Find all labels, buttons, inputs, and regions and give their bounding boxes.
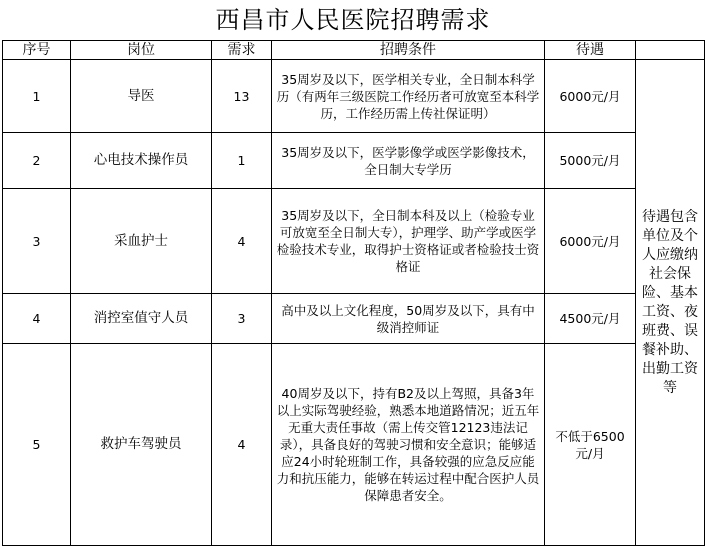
header-conditions: 招聘条件 [272, 41, 545, 60]
header-position: 岗位 [71, 41, 212, 60]
header-treatment: 待遇 [545, 41, 636, 60]
row-position: 导医 [71, 60, 212, 133]
row-treatment: 不低于6500元/月 [545, 344, 636, 546]
row-demand: 3 [212, 294, 272, 344]
table-row [3, 344, 705, 546]
row-conditions: 35周岁及以下，全日制本科及以上（检验专业可放宽至全日制大专），护理学、助产学或医学检验技术专业，取得护士资格证或者检验技士资格证 [272, 189, 545, 294]
row-position: 救护车驾驶员 [71, 344, 212, 546]
row-position: 消控室值守人员 [71, 294, 212, 344]
row-index: 5 [3, 344, 71, 546]
row-treatment: 4500元/月 [545, 294, 636, 344]
row-treatment: 5000元/月 [545, 133, 636, 189]
row-demand: 1 [212, 133, 272, 189]
header-demand: 需求 [212, 41, 272, 60]
row-index: 2 [3, 133, 71, 189]
table-row [3, 189, 705, 294]
benefits-note: 待遇包含单位及个人应缴纳社会保险、基本工资、夜班费、误餐补助、出勤工资等 [636, 60, 705, 546]
row-demand: 4 [212, 189, 272, 294]
row-conditions: 35周岁及以下，医学相关专业，全日制本科学历（有两年三级医院工作经历者可放宽至本科学历，工作经历需上传社保证明） [272, 60, 545, 133]
row-demand: 4 [212, 344, 272, 546]
row-index: 4 [3, 294, 71, 344]
row-treatment: 6000元/月 [545, 60, 636, 133]
row-demand: 13 [212, 60, 272, 133]
row-treatment: 6000元/月 [545, 189, 636, 294]
row-index: 1 [3, 60, 71, 133]
row-conditions: 35周岁及以下，医学影像学或医学影像技术，全日制大专学历 [272, 133, 545, 189]
recruitment-table [2, 40, 705, 546]
page-title: 西昌市人民医院招聘需求 [215, 6, 491, 34]
table-header-row [3, 41, 705, 60]
row-position: 采血护士 [71, 189, 212, 294]
row-conditions: 高中及以上文化程度，50周岁及以下，具有中级消控师证 [272, 294, 545, 344]
row-position: 心电技术操作员 [71, 133, 212, 189]
row-conditions: 40周岁及以下，持有B2及以上驾照，具备3年以上实际驾驶经验，熟悉本地道路情况；近五年无重大责任事故（需上传交管12123违法记录），具备良好的驾驶习惯和安全意识；能够适应24小时轮班制工作，具备较强的应急反应能力和抗压能力，能够在转运过程中配合医护人员保障患者安全。 [272, 344, 545, 546]
table-row [3, 294, 705, 344]
header-index: 序号 [3, 41, 71, 60]
table-row [3, 133, 705, 189]
header-note [636, 41, 705, 60]
row-index: 3 [3, 189, 71, 294]
table-row [3, 60, 705, 133]
